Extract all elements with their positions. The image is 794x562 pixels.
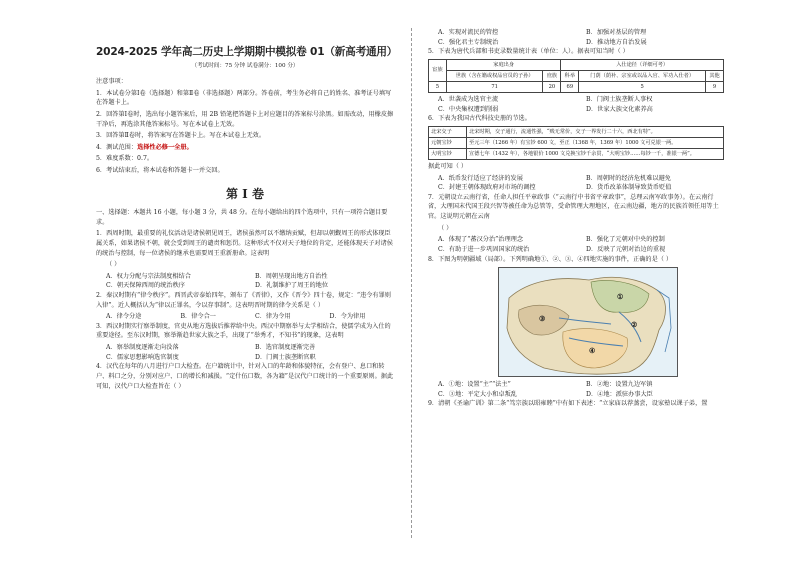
option[interactable]: B．②地：设置九边军镇	[586, 381, 653, 389]
question-2: 2．秦汉时期有“律令秩序”。西晋武帝泰始四年，颁布了《晋律》，又作《晋令》四十卷，规定：“违令有罪则入律”。近人概括认为“律以正罪名，令以存事制”。这表明晋时期的律令关系是（ ）	[96, 292, 391, 309]
option[interactable]: B．强化了元朝对中央的控制	[586, 236, 665, 244]
note-3: 3．回答第Ⅱ卷时，将答案写在答题卡上。写在本试卷上无效。	[96, 132, 266, 140]
question-3-options	[96, 343, 394, 362]
question-1-blank: （ ）	[106, 261, 121, 269]
note-5: 5．难度系数：0.7。	[96, 155, 154, 163]
table-cell: 北宋时期，交子通行，流通性强，“贱无常价，交子一界发行二十六，西北有特”。	[467, 126, 724, 137]
map-marker-1: ①	[617, 292, 624, 302]
table-header: 门荫（荫补、宗室或以品入官、军功入仕者）	[579, 70, 706, 81]
test-scope: 选择性必修一全册。	[137, 143, 193, 151]
option[interactable]: D．推动地方自治发展	[586, 38, 647, 46]
option[interactable]: B．律令合一	[180, 313, 216, 321]
question-8: 8．下图为明朝疆域（局部）。下列明确地①、②、③、④四地实施的事件，正确的是（ ）	[428, 255, 673, 263]
option[interactable]: A．律令分途	[106, 313, 142, 321]
exam-subtitle: （考试时间：75 分钟 试卷满分：100 分）	[191, 63, 299, 70]
ming-territory-map	[498, 267, 678, 377]
option[interactable]: D．货币改革体制导致货币贬值	[586, 184, 672, 192]
question-6: 6．下表为我国古代科技史册的节选。	[428, 115, 531, 123]
section-instructions: 一、选择题：本题共 16 小题，每小题 3 分，共 48 分。在每小题给出的四个选项中，只有一项符合题目要求。	[96, 209, 388, 226]
table-cell: 宣德七年（1432 年），各地银价 1000 文兑换宝钞千余贯，“大明宝钞……每钞一千，准银一两”。	[467, 148, 724, 159]
note-6: 6．考试结束后，将本试卷和答题卡一并交回。	[96, 166, 224, 174]
option[interactable]: C．封建王朝体现政府对市场的调控	[438, 184, 536, 192]
question-6-tail: 据此可知（ ）	[428, 163, 468, 171]
option[interactable]: C．儒家思想影响选官制度	[106, 353, 179, 361]
question-1: 1．西周时期，最重要的礼仪活动是诸侯朝见周王，诸侯虽然可以不缴纳贡赋，但却以朝觐周王的形式体现臣属关系，如果诸侯不朝，就会受到周王的谴责和惩罚。这种形式不仅对天子地位的肯定，还能体现天子对诸侯的统治与控制，每一位诸侯的继承也需要周王重新册命。这表明	[96, 230, 393, 257]
option[interactable]: C．律为令用	[255, 313, 291, 321]
question-9: 9．清朝《圣谕广训》第二条“笃宗族以昭雍睦”中有如下表述：“立家庙以荐蒸尝，设家塾以课子弟，置	[428, 400, 708, 408]
table-cell: 北宋交子	[429, 126, 467, 137]
question-5: 5．下表为唐代兵部和书吏录数量统计表（单位：人）。据表可知当时（ ）	[428, 48, 629, 56]
part-one-heading: 第 Ⅰ 卷	[226, 186, 264, 201]
table-cell: 9	[706, 81, 724, 92]
note-2: 2．回答第Ⅰ卷时，选出每小题答案后，用 2B 铅笔把答题卡上对应题目的答案标号涂黑。如需改动，用橡皮擦干净后，再选涂其他答案标号。写在本试卷上无效。	[96, 110, 394, 128]
option[interactable]: A．察举制度逐渐走向没落	[106, 344, 179, 352]
question-3: 3．西汉时期实行察举制度，官吏从地方选拔后推荐给中央。西汉中期察举与太学相结合，使儒学成为入仕的重要途径。至东汉时期，察举渐趋世家大族之手，出现了“举秀才，不知书”的现象，这表明	[96, 322, 391, 340]
option[interactable]: B．选官制度逐渐完善	[255, 344, 316, 352]
option[interactable]: D．令为律用	[329, 313, 366, 321]
option[interactable]: C．强化君主专制统治	[438, 38, 499, 46]
question-7-blank: （ ）	[438, 224, 453, 232]
table-cell: 20	[543, 81, 561, 92]
table-row	[429, 137, 724, 148]
note-1: 1．本试卷分第Ⅰ卷（选择题）和第Ⅱ卷（非选择题）两部分。答卷前，考生务必将自己的姓名、准考证号填写在答题卡上。	[96, 89, 392, 107]
question-7-options	[428, 235, 724, 254]
question-7: 7．元朝设立云南行省，任命人担任平章政事（“云南行中书省平章政事”，总理云南军政事务）。在云南行省，大理国末代国王段兴智等被任命为总管等，受命管理大理地区，在云南边疆，地方的民族首领任用等土官。这说明元朝在云南	[428, 193, 719, 221]
table-row	[429, 126, 724, 137]
table-header: 庶族	[543, 70, 561, 81]
option[interactable]: C．朝天保障西周的统治秩序	[106, 282, 185, 290]
option[interactable]: D．礼制维护了周王的地位	[255, 282, 329, 290]
option[interactable]: A．①地：设置“主”“法主”	[438, 381, 511, 389]
option[interactable]: A．纸币发行适应了经济的发展	[438, 174, 523, 182]
question-4-options	[428, 28, 724, 47]
option[interactable]: C．中央集权遭到削弱	[438, 105, 499, 113]
option[interactable]: D．反映了元朝对治边的重视	[586, 245, 666, 253]
left-column	[96, 28, 398, 393]
official-origin-table	[428, 59, 724, 93]
option[interactable]: B．周朝时的经济危机难以避免	[586, 174, 671, 182]
table-cell: 5	[579, 81, 706, 92]
map-marker-2: ②	[631, 320, 638, 330]
map-marker-3: ③	[539, 314, 546, 324]
option[interactable]: A．实现对流民的管控	[438, 29, 499, 36]
currency-table	[428, 126, 724, 160]
question-8-options	[428, 380, 724, 399]
option[interactable]: A．世袭成为选官主流	[438, 96, 499, 104]
note-4-label: 4．测试范围：	[96, 143, 138, 151]
table-cell: 71	[446, 81, 543, 92]
table-header: 入仕途径（详细可考）	[561, 59, 724, 70]
option[interactable]: D．世家大族文化素养高	[586, 105, 653, 113]
table-row	[429, 81, 724, 92]
question-2-options	[96, 312, 394, 322]
table-cell: 69	[561, 81, 579, 92]
option[interactable]: B．加强对基层的管理	[586, 29, 647, 36]
table-header: 宦族	[429, 59, 447, 81]
option[interactable]: C．③地：平定大小和卓叛乱	[438, 390, 517, 398]
question-1-options	[96, 272, 394, 291]
table-row	[429, 148, 724, 159]
option[interactable]: B．门阀士族垄断人事权	[586, 96, 653, 104]
table-header: 家庭出身	[446, 59, 560, 70]
table-header: 世族（含在籍或权品官员的子孙）	[446, 70, 543, 81]
option[interactable]: A．体现了“蕃汉分治”治理理念	[438, 236, 524, 244]
table-cell: 元朝宝钞	[429, 137, 467, 148]
table-header: 其他	[706, 70, 724, 81]
option[interactable]: A．权力分配与宗法制度相结合	[106, 272, 191, 280]
table-cell: 大明宝钞	[429, 148, 467, 159]
question-5-options	[428, 95, 724, 114]
right-column	[428, 28, 724, 411]
option[interactable]: B．周朝呈现出地方自治性	[255, 272, 328, 280]
notes-heading: 注意事项：	[96, 78, 127, 86]
option[interactable]: D．④地：派驻办事大臣	[586, 390, 653, 398]
question-4: 4．汉代在每年的八月进行户口大检查。在户籍统计中，针对入口的年龄和体貌特征，会有登户、息口和转户、料口之分，分别对应户、口的增长和减损。“定什伍口数，各为籍”是汉代户口统计的一个重要原则。据此可知，汉代户口大检查旨在（ ）	[96, 363, 394, 390]
table-header: 科举	[561, 70, 579, 81]
question-6-options	[428, 174, 724, 193]
option[interactable]: D．门阀士族垄断官职	[255, 353, 316, 361]
option[interactable]: C．有助于进一步巩固国家的统治	[438, 245, 530, 253]
column-divider	[411, 28, 412, 538]
exam-title: 2024-2025 学年高二历史上学期期中模拟卷 01（新高考通用）	[96, 46, 398, 58]
table-cell: 5	[429, 81, 447, 92]
note-4	[96, 143, 394, 153]
map-marker-4: ④	[589, 346, 596, 356]
map-graphic	[499, 268, 678, 377]
table-cell: 至元三年（1266 年）有宝钞 600 文，至正（1368 年，1369 年）1000 文可兑银一两。	[467, 137, 724, 148]
